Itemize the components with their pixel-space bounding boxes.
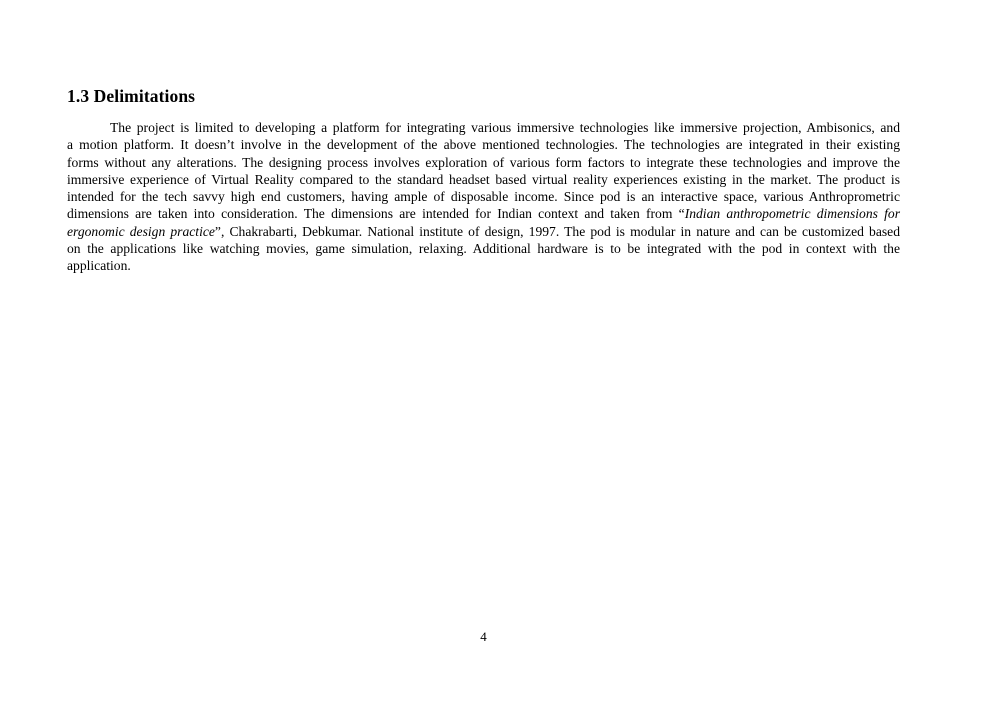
paragraph-line [67,205,900,222]
text-run: forms without any alterations. The designing process involves exploration of various form factors to integrate these technologies and improve the [67,154,900,170]
paragraph-line [67,257,900,274]
paragraph-line [67,171,900,188]
italic-text-run: Indian anthropometric dimensions for [684,206,901,222]
paragraph-line [67,188,900,205]
paragraph-line [67,240,900,257]
text-run: on the applications like watching movies, game simulation, relaxing. Additional hardware is to be integrated with the pod in context with the [67,240,900,256]
section-heading: 1.3 Delimitations [67,86,196,106]
page-content [67,86,900,274]
text-run: a motion platform. It doesn’t involve in the development of the above mentioned technologies. The technologies are integrated in their existing [67,137,900,153]
paragraph-line [67,119,900,136]
text-run: dimensions are taken into consideration. The dimensions are intended for Indian context and taken from “ [67,206,685,222]
text-run: ”, Chakrabarti, Debkumar. National institute of design, 1997. The pod is modular in nature and can be customized based [214,223,900,239]
italic-text-run: ergonomic design practice [67,223,215,239]
paragraph [67,119,900,274]
page-number: 4 [480,629,487,644]
paragraph-line [67,154,900,171]
paragraph-line [67,223,900,240]
paragraph-line [67,136,900,153]
text-run: The project is limited to developing a platform for integrating various immersive technologies like immersive projection, Ambisonics, and [110,120,900,135]
text-run: intended for the tech savvy high end customers, having ample of disposable income. Since pod is an interactive space, various Anthroprometric [67,189,900,204]
text-run: application. [67,258,131,273]
text-run: immersive experience of Virtual Reality compared to the standard headset based virtual reality experiences existing in the market. The product is [67,171,900,187]
